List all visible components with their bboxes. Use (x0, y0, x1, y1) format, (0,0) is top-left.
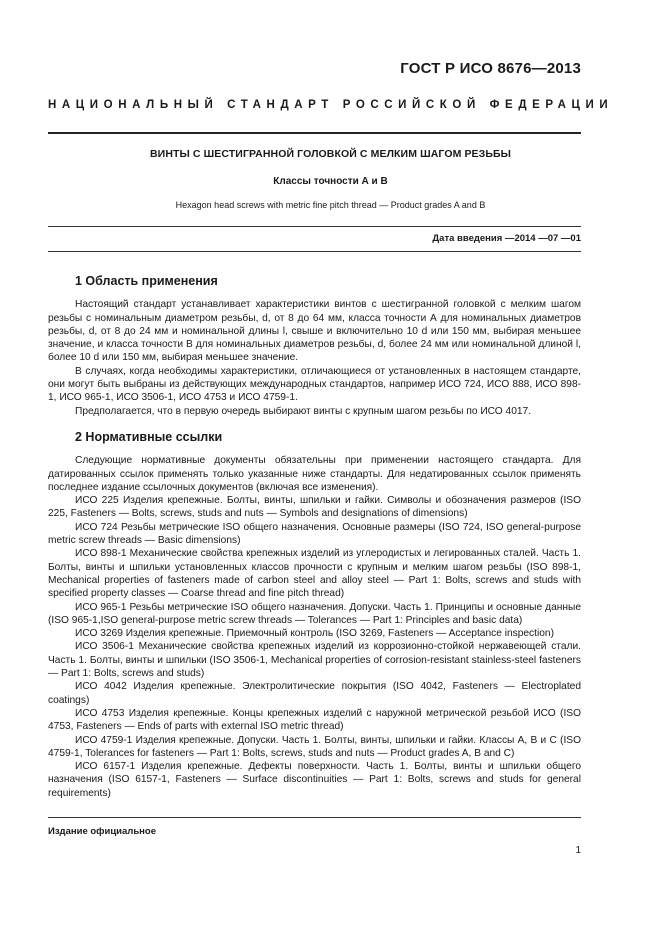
page-number: 1 (575, 845, 581, 856)
normative-reference: ИСО 4753 Изделия крепежные. Концы крепежных изделий с наружной метрической резьбой ИСО (ISO 4753, Fasteners — Ends of parts with external ISO metric thread) (48, 707, 581, 733)
normative-reference: ИСО 225 Изделия крепежные. Болты, винты, шпильки и гайки. Символы и обозначения размеров (ISO 225, Fasteners — Bolts, screws, studs and nuts — Symbols and designations of dimensions) (48, 495, 581, 520)
normative-reference: ИСО 4759-1 Изделия крепежные. Допуски. Часть 1. Болты, винты, шпильки и гайки. Классы А, В и С (ISO 4759-1, Tolerances for fasteners — Part 1: Bolts, screws, studs and nuts — Product grades A, B and C) (48, 734, 581, 759)
section-1-paragraph: Предполагается, что в первую очередь выбирают винты с крупным шагом резьбы по ИСО 4017. (75, 405, 532, 417)
section-1-heading: 1 Область применения (75, 274, 218, 288)
document-subtitle: Классы точности А и В (273, 176, 388, 187)
normative-reference: ИСО 965-1 Резьбы метрические ISO общего назначения. Допуски. Часть 1. Принципы и основные данные (ISO 965-1,ISO general-purpose metric screw threads — Tolerances — Part 1: Principles and basic data) (48, 601, 581, 626)
section-1-paragraph: В случаях, когда необходимы характеристики, отличающиеся от установленных в настоящем стандарте, они могут быть выбраны из действующих международных стандартов, например ИСО 724, ИСО 888, ИСО 898-1, ИСО 965-1, ИСО 3506-1, ИСО 4753 и ИСО 4759-1. (48, 365, 581, 404)
normative-reference: ИСО 3506-1 Механические свойства крепежных изделий из коррозионно-стойкой нержавеющей стали. Часть 1. Болты, винты и шпильки (ISO 3506-1, Mechanical properties of corrosion-resistant stainless-steel fasteners — Part 1: Bolts, screws and studs) (48, 641, 581, 680)
title-divider-bottom (48, 251, 581, 252)
introduction-date: Дата введения —2014 —07 —01 (432, 233, 581, 244)
normative-reference: ИСО 6157-1 Изделия крепежные. Дефекты поверхности. Часть 1. Болты, винты и шпильки общего назначения (ISO 6157-1, Fasteners — Surface discontinuities — Part 1: Bolts, screws and studs for general requirements) (48, 761, 581, 799)
section-2-heading: 2 Нормативные ссылки (75, 429, 223, 444)
document-body (48, 275, 581, 800)
section-1-paragraph: Настоящий стандарт устанавливает характеристики винтов с шестигранной головкой с мелким шагом резьбы с номинальным диаметром резьбы, d, от 8 до 64 мм, класса точности А для номинальных диаметров резьбы, d, от 8 до 24 мм и номинальной длины l, свыше и включительно 10 d или 150 мм, выбирая меньшее значение, и класса точности В для номинальных диаметров резьбы, d, более 24 мм или номинальной длиной l, более 10 d или 150 мм, выбирая меньшее значение. (48, 299, 581, 364)
footer-divider (48, 817, 581, 818)
national-standard-heading: НАЦИОНАЛЬНЫЙ СТАНДАРТ РОССИЙСКОЙ ФЕДЕРАЦИИ (48, 99, 614, 111)
header-divider (48, 132, 581, 134)
normative-reference: ИСО 724 Резьбы метрические ISO общего назначения. Основные размеры (ISO 724, ISO general-purpose metric screw threads — Basic dimensions) (48, 521, 581, 547)
title-divider-top (48, 226, 581, 227)
normative-reference: ИСО 4042 Изделия крепежные. Электролитические покрытия (ISO 4042, Fasteners — Electroplated coatings) (48, 681, 581, 706)
document-code: ГОСТ Р ИСО 8676—2013 (400, 60, 581, 77)
normative-reference: ИСО 3269 Изделия крепежные. Приемочный контроль (ISO 3269, Fasteners — Acceptance inspection) (75, 628, 554, 640)
section-2-paragraph: Следующие нормативные документы обязательны при применении настоящего стандарта. Для датированных ссылок применять только указанные ниже стандарты. Для недатированных ссылок применять последнее издание ссылочных документов (включая все изменения). (48, 455, 581, 493)
english-title: Hexagon head screws with metric fine pitch thread — Product grades A and B (175, 200, 486, 210)
edition-label: Издание официальное (48, 826, 156, 837)
normative-reference: ИСО 898-1 Механические свойства крепежных изделий из углеродистых и легированных сталей. Часть 1. Болты, винты и шпильки установленных классов прочности с крупным и мелким шагом резьбы (ISO 898-1, Mechanical properties of fasteners made of carbon steel and alloy steel — Part 1: Bolts, screws and studs with specified property classes — Coarse thread and fine pitch thread) (48, 548, 581, 600)
document-title: ВИНТЫ С ШЕСТИГРАННОЙ ГОЛОВКОЙ С МЕЛКИМ ШАГОМ РЕЗЬБЫ (149, 148, 512, 160)
